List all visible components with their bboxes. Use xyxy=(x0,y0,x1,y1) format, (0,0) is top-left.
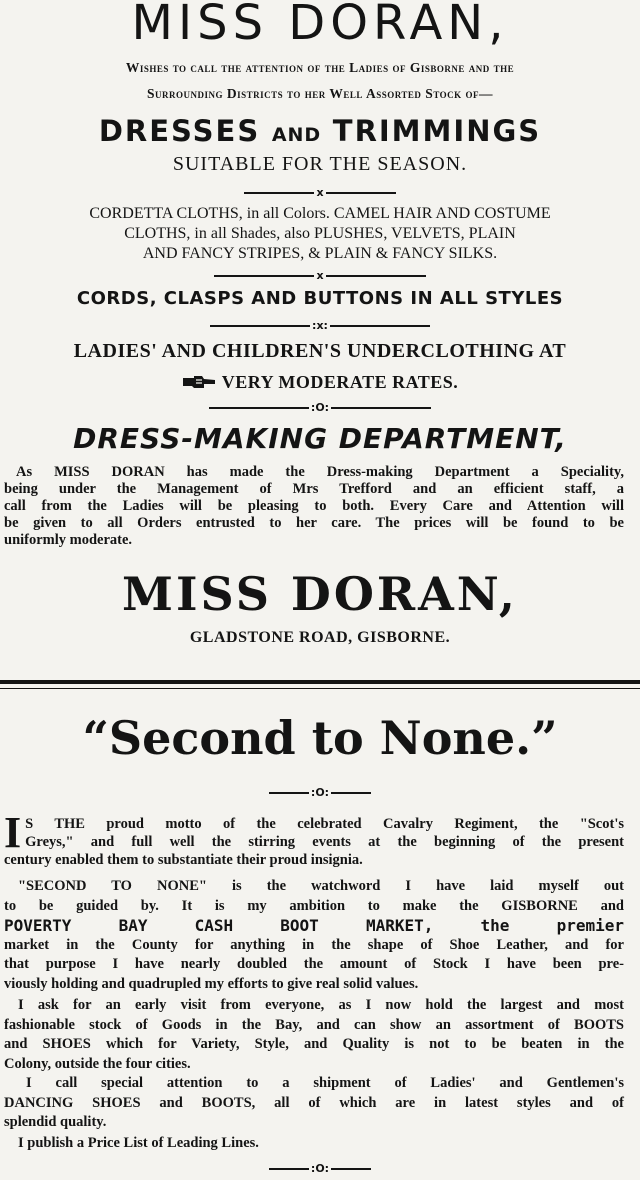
cloths-line-3: AND FANCY STRIPES, & PLAIN & FANCY SILKS. xyxy=(142,245,498,262)
p3-line: fashionable stock of Goods in the Bay, and can show an assortment of BOOTS xyxy=(4,1016,624,1033)
dept-line: be given to all Orders entrusted to her care. The prices will be found to be xyxy=(4,515,624,531)
divider-thick xyxy=(0,680,640,684)
p5-line: I publish a Price List of Leading Lines. xyxy=(18,1135,259,1151)
p4-line: DANCING SHOES and BOOTS, all of which are in latest styles and of xyxy=(4,1094,624,1111)
ad2-title: “Second to None.” xyxy=(82,711,558,765)
p1-line: Greys," and full well the stirring events at the beginning of the present xyxy=(25,834,624,850)
pointing-hand-icon xyxy=(182,372,216,396)
underclothing-line-2 xyxy=(0,370,640,396)
separator-3: :x: xyxy=(0,321,640,331)
p2-line: that purpose I have nearly doubled the amount of Stock I have been pre- xyxy=(4,956,624,972)
ad-title: MISS DORAN, xyxy=(131,0,509,51)
intro-line-1: Wishes to call the attention of the Ladies of Gisborne and the xyxy=(125,60,515,75)
paragraph-4 xyxy=(4,1074,624,1133)
intro-line-2: Surrounding Districts to her Well Assorted Stock of— xyxy=(146,86,494,101)
dresses-trimmings-heading xyxy=(0,114,640,153)
dept-line: uniformly moderate. xyxy=(4,532,133,548)
underclothing-line-1: LADIES' AND CHILDREN'S UNDERCLOTHING AT xyxy=(73,340,567,362)
cloths-line-1: CORDETTA CLOTHS, in all Colors. CAMEL HAIR AND COSTUME xyxy=(89,205,551,222)
separator-1: x xyxy=(0,188,640,198)
separator-5: :O: xyxy=(0,788,640,798)
cloths-line-2: CLOTHS, in all Shades, also PLUSHES, VELVETS, PLAIN xyxy=(124,225,516,242)
p3-line: Colony, outside the four cities. xyxy=(4,1055,191,1072)
separator-2: x xyxy=(0,271,640,281)
heading-and: AND xyxy=(271,124,322,146)
p3-line: and SHOES which for Variety, Style, and Quality is not to be beaten in the xyxy=(4,1036,624,1052)
p1-line: S THE proud motto of the celebrated Cavalry Regiment, the "Scot's xyxy=(25,816,624,832)
p2-line: market in the County for anything in the shape of Shoe Leather, and for xyxy=(4,936,624,953)
heading-trimmings: TRIMMINGS xyxy=(332,114,542,148)
dept-line: As MISS DORAN has made the Dress-making Department a Speciality, xyxy=(16,464,624,480)
p4-line: I call special attention to a shipment of Ladies' and Gentlemen's xyxy=(26,1075,624,1091)
rates-text: VERY MODERATE RATES. xyxy=(221,372,459,392)
separator-6: :O: xyxy=(0,1164,640,1174)
dept-line: call from the Ladies will be pleasing to both. Every Care and Attention will xyxy=(4,498,624,514)
p2-line: viously holding and quadrupled my efforts to give real solid values. xyxy=(4,975,419,992)
address: GLADSTONE ROAD, GISBORNE. xyxy=(189,629,451,646)
p2-line: "SECOND TO NONE" is the watchword I have laid myself out xyxy=(18,878,624,894)
dressmaking-heading: DRESS-MAKING DEPARTMENT, xyxy=(73,422,567,455)
dept-line: being under the Management of Mrs Trefford and an efficient staff, a xyxy=(4,481,624,497)
p2-line: POVERTY BAY CASH BOOT MARKET, the premier xyxy=(4,916,624,935)
heading-dresses: DRESSES xyxy=(98,114,261,148)
dressmaking-paragraph xyxy=(4,464,624,549)
paragraph-5 xyxy=(4,1134,624,1153)
season-line: SUITABLE FOR THE SEASON. xyxy=(172,153,468,175)
paragraph-3 xyxy=(4,996,624,1074)
drop-cap: I xyxy=(4,808,22,857)
p1-line: century enabled them to substantiate their proud insignia. xyxy=(4,852,363,868)
separator-4: :O: xyxy=(0,403,640,413)
p4-line: splendid quality. xyxy=(4,1114,107,1130)
p3-line: I ask for an early visit from everyone, as I now hold the largest and most xyxy=(18,997,624,1013)
cords-line: CORDS, CLASPS AND BUTTONS IN ALL STYLES xyxy=(76,288,564,309)
divider-thin xyxy=(0,688,640,689)
paragraph-1 xyxy=(4,808,624,869)
signature: MISS DORAN, xyxy=(122,567,518,621)
paragraph-2 xyxy=(4,877,624,994)
p2-line: to be guided by. It is my ambition to make the GISBORNE and xyxy=(4,897,624,914)
